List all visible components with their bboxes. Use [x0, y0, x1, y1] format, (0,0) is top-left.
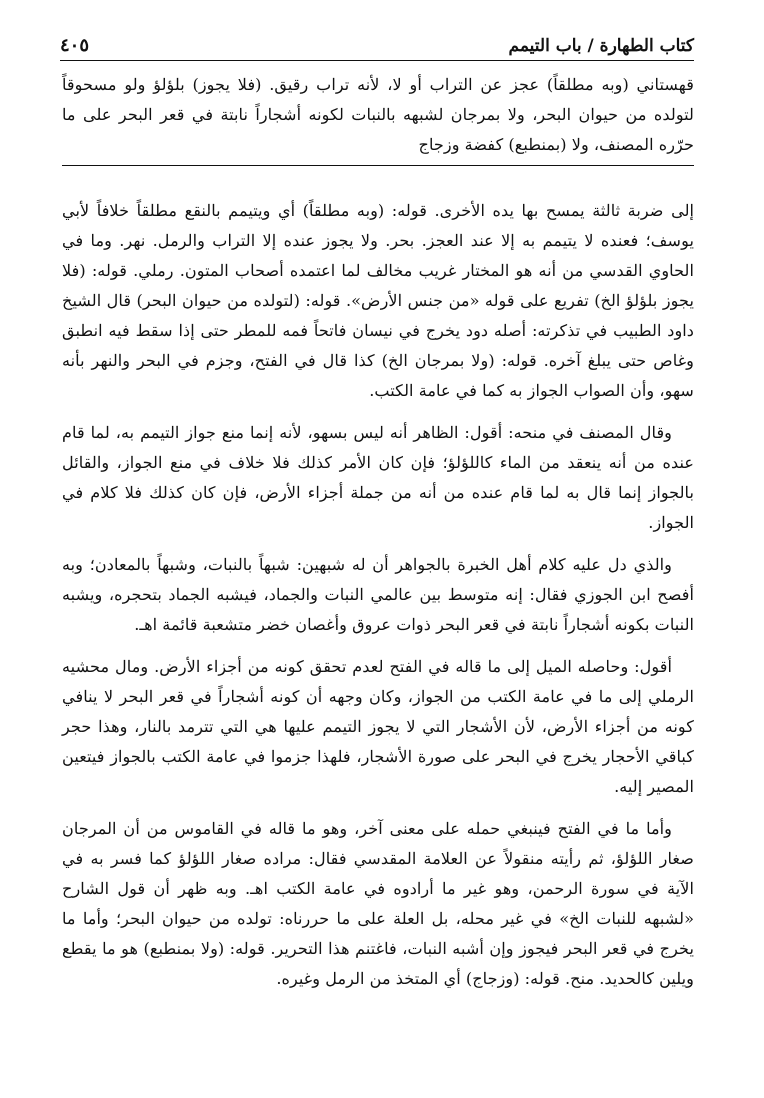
commentary-paragraph: وأما ما في الفتح فينبغي حمله على معنى آخر، وهو ما قاله في القاموس من أن المرجان صغار اللؤلؤ، ثم رأيته منقولاً عن العلامة المقدسي فقال: مراده صغار اللؤلؤ كما فسر به في الآية في سورة الرحمن، وهو غير ما أرادوه في عامة الكتب اهـ. وبه ظهر أن قول الشارح «لشبهه للنبات الخ» في غير محله، بل العلة على ما حررناه: تولده من حيوان البحر؛ وأما ما يخرج في قعر البحر فيجوز وإن أشبه النبات، فاغتنم هذا التحرير. قوله: (ولا بمنطبع) هو ما يقطع ويلين كالحديد. منح. قوله: (وزجاج) أي المتخذ من الرمل وغيره. — [62, 819, 694, 988]
main-text: قهستاني (وبه مطلقاً) عجز عن التراب أو لا، لأنه تراب رقيق. (فلا يجوز) بلؤلؤ ولو مسحوقاً لتولده من حيوان البحر، ولا بمرجان لشبهه بالنبات لكونه أشجاراً نابتة في قعر البحر على ما حرّره المصنف، ولا (بمنطبع) كفضة وزجاج — [62, 75, 694, 154]
running-header — [60, 26, 694, 61]
commentary-block — [62, 196, 694, 1006]
commentary-paragraph: والذي دل عليه كلام أهل الخبرة بالجواهر أن له شبهين: شبهاً بالنبات، وشبهاً بالمعادن؛ وبه أفصح ابن الجوزي فقال: إنه متوسط بين عالمي النبات والجماد، فيشبه الجماد بتحجره، ويشبه النبات بكونه أشجاراً نابتة في قعر البحر ذوات عروق وأغصان خضر متشعبة قائمة اهـ. — [62, 555, 694, 634]
commentary-paragraph: أقول: وحاصله الميل إلى ما قاله في الفتح لعدم تحقق كونه من أجزاء الأرض. ومال محشيه الرملي إلى ما في عامة الكتب من الجواز، وكان وجهه أن كونه أشجاراً في قعر البحر لا ينافي كونه من أجزاء الأرض، لأن الأشجار التي لا يجوز التيمم عليها هي التي تترمد بالنار، وهذا حجر كباقي الأحجار يخرج في البحر على صورة الأشجار، فلهذا جزموا في عامة الكتب بالجواز فيتعين المصير إليه. — [62, 657, 694, 796]
page-number: ٤٠٥ — [60, 35, 90, 56]
commentary-paragraph: إلى ضربة ثالثة يمسح بها يده الأخرى. قوله: (وبه مطلقاً) أي ويتيمم بالنقع مطلقاً خلافاً لأبي يوسف؛ فعنده لا يتيمم به إلا عند العجز. بحر. ولا يجوز عنده إلا التراب والرمل. نهر. وما في الحاوي القدسي من أنه هو المختار غريب مخالف لما اعتمده أصحاب المتون. رملي. قوله: (فلا يجوز بلؤلؤ الخ) تفريع على قوله «من جنس الأرض». قوله: (لتولده من حيوان البحر) قال الشيخ داود الطبيب في تذكرته: أصله دود يخرج في نيسان فاتحاً فمه للمطر حتى إذا سقط فيه انطبق وغاص حتى يبلغ آخره. قوله: (ولا بمرجان الخ) كذا قال في الفتح، وجزم في البحر والنهر بأنه سهو، وأن الصواب الجواز به كما في عامة الكتب. — [62, 201, 694, 400]
commentary-paragraph: وقال المصنف في منحه: أقول: الظاهر أنه ليس بسهو، لأنه إنما منع جواز التيمم به، لما قام عنده من أنه ينعقد من الماء كاللؤلؤ؛ فإن كان الأمر كذلك فلا خلاف في منع الجواز، والقائل بالجواز إنما قال به لما قام عنده من أنه من جملة أجزاء الأرض، فإن كان كذلك فلا كلام في الجواز. — [62, 423, 694, 532]
main-text-block — [62, 70, 694, 166]
chapter-title: كتاب الطهارة / باب التيمم — [508, 36, 694, 56]
